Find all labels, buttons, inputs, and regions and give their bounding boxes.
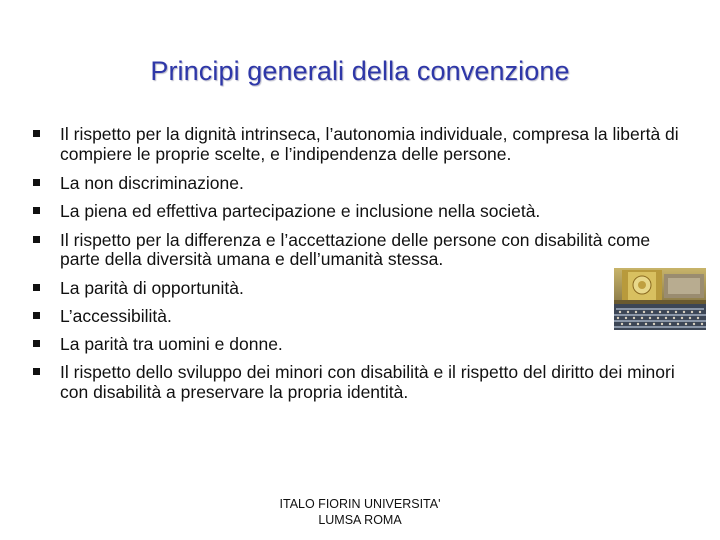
bullet-square-icon bbox=[33, 340, 40, 347]
bullet-text: La non discriminazione. bbox=[60, 172, 244, 193]
bullet-text: La piena ed effettiva partecipazione e inclusione nella società. bbox=[60, 200, 541, 221]
bullet-square-icon bbox=[33, 130, 40, 137]
bullet-square-icon bbox=[33, 368, 40, 375]
bullet-text: La parità di opportunità. bbox=[60, 278, 244, 299]
assembly-hall-photo bbox=[614, 268, 706, 330]
bullet-item bbox=[33, 174, 693, 194]
bullet-square-icon bbox=[33, 179, 40, 186]
bullet-square-icon bbox=[33, 312, 40, 319]
bullet-item bbox=[33, 335, 693, 355]
bullet-item bbox=[33, 363, 693, 402]
bullet-text: L’accessibilità. bbox=[60, 306, 172, 327]
bullet-item bbox=[33, 279, 693, 299]
bullet-item bbox=[33, 125, 693, 164]
bullet-text: La parità tra uomini e donne. bbox=[60, 334, 283, 355]
bullet-text: Il rispetto per la dignità intrinseca, l’autonomia individuale, compresa la libertà di compiere le proprie scelte, e l’indipendenza delle persone. bbox=[60, 124, 679, 164]
bullet-text: Il rispetto per la differenza e l’accettazione delle persone con disabilità come parte della diversità umana e dell’umanità stessa. bbox=[60, 229, 651, 270]
footer-line-author: ITALO FIORIN UNIVERSITA' bbox=[279, 497, 441, 511]
footer-line-place: LUMSA ROMA bbox=[318, 513, 402, 527]
bullet-item bbox=[33, 231, 693, 270]
bullet-text: Il rispetto dello sviluppo dei minori con disabilità e il rispetto del diritto dei minori con disabilità a preservare la propria identità. bbox=[60, 362, 675, 402]
slide-title: Principi generali della convenzione bbox=[150, 56, 570, 86]
bullet-square-icon bbox=[33, 207, 40, 214]
bullet-square-icon bbox=[33, 236, 40, 243]
bullet-item bbox=[33, 202, 693, 222]
bullet-square-icon bbox=[33, 284, 40, 291]
slide-footer bbox=[0, 496, 720, 528]
bullet-item bbox=[33, 307, 693, 327]
bullet-list bbox=[33, 125, 693, 412]
